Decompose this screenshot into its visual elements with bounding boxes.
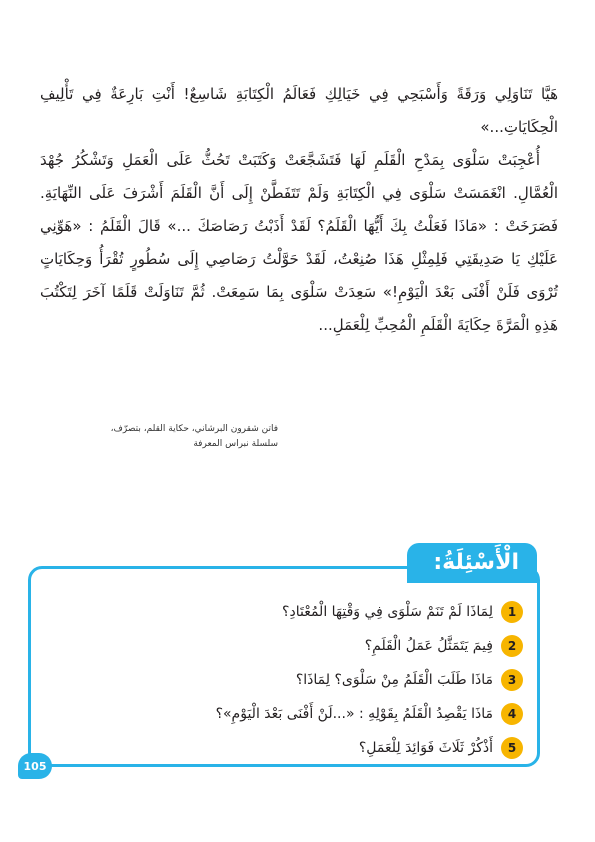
question-item (43, 731, 523, 765)
source-line-1: فاتن شقرون البرشاني، حكاية القلم، بتصرّف، (110, 424, 278, 434)
question-text: أَذْكُرْ ثَلَاثَ فَوَائِدَ لِلْعَمَلِ؟ (358, 740, 493, 756)
story-text (40, 78, 558, 342)
question-number-badge: 2 (501, 635, 523, 657)
question-text: مَاذَا يَقْصِدُ الْقَلَمُ بِقَوْلِهِ : «...لَنْ أَفْنَى بَعْدَ الْيَوْمِ»؟ (215, 706, 493, 722)
page-number: 105 (18, 753, 52, 779)
question-number-badge: 1 (501, 601, 523, 623)
question-item (43, 697, 523, 731)
question-item (43, 629, 523, 663)
question-number-badge: 3 (501, 669, 523, 691)
question-number-badge: 4 (501, 703, 523, 725)
question-item (43, 663, 523, 697)
questions-list (43, 595, 523, 765)
questions-box (28, 550, 540, 767)
story-paragraph-1: هَيَّا تَنَاوَلِي وَرَقَةً وَأَسْبَحِي فِي خَيَالِكِ فَعَالَمُ الْكِتَابَةِ شَاسِعٌ! أَنْتِ بَارِعَةٌ فِي تَأْلِيفِ الْحِكَايَاتِ...» (40, 85, 558, 136)
question-number-badge: 5 (501, 737, 523, 759)
source-line-2: سلسلة نبراس المعرفة (193, 439, 278, 449)
story-paragraph-2: أُعْجِبَتْ سَلْوَى بِمَدْحِ الْقَلَمِ لَهَا فَتَشَجَّعَتْ وَكَتَبَتْ تَحُثُّ عَلَى الْعَمَلِ وَتَشْكُرُ جُهْدَ الْعُمَّالِ. انْغَمَسَتْ سَلْوَى فِي الْكِتَابَةِ وَلَمْ تَتَفَطَّنْ إِلَى أَنَّ الْقَلَمَ أَشْرَفَ عَلَى النِّهَايَةِ. فَصَرَخَتْ : «مَاذَا فَعَلْتُ بِكَ أَيُّهَا الْقَلَمُ؟ لَقَدْ أَذَبْتُ رَصَاصَكَ ...» قَالَ الْقَلَمُ : «هَوِّنِي عَلَيْكِ يَا صَدِيقَتِي فَلِمِثْلِ هَذَا صُنِعْتُ، لَقَدْ حَوَّلْتُ رَصَاصِي إِلَى سُطُورٍ تُقْرَأُ وَحِكَايَاتٍ تُرْوَى فَلَنْ أَفْنَى بَعْدَ الْيَوْمِ!» سَعِدَتْ سَلْوَى بِمَا سَمِعَتْ. ثُمَّ تَنَاوَلَتْ قَلَمًا آخَرَ لِتَكْتُبَ هَذِهِ الْمَرَّةَ حِكَايَةَ الْقَلَمِ الْمُحِبِّ لِلْعَمَلِ... (40, 151, 558, 334)
question-text: لِمَاذَا لَمْ تَنَمْ سَلْوَى فِي وَقْتِهَا الْمُعْتَادِ؟ (282, 604, 493, 620)
question-text: مَاذَا طَلَبَ الْقَلَمُ مِنْ سَلْوَى؟ لِمَاذَا؟ (295, 672, 493, 688)
question-text: فِيمَ يَتَمَثَّلُ عَمَلُ الْقَلَمِ؟ (364, 638, 493, 654)
source-citation (110, 422, 278, 452)
question-item (43, 595, 523, 629)
questions-title: الْأَسْئِلَةُ: (407, 543, 537, 583)
